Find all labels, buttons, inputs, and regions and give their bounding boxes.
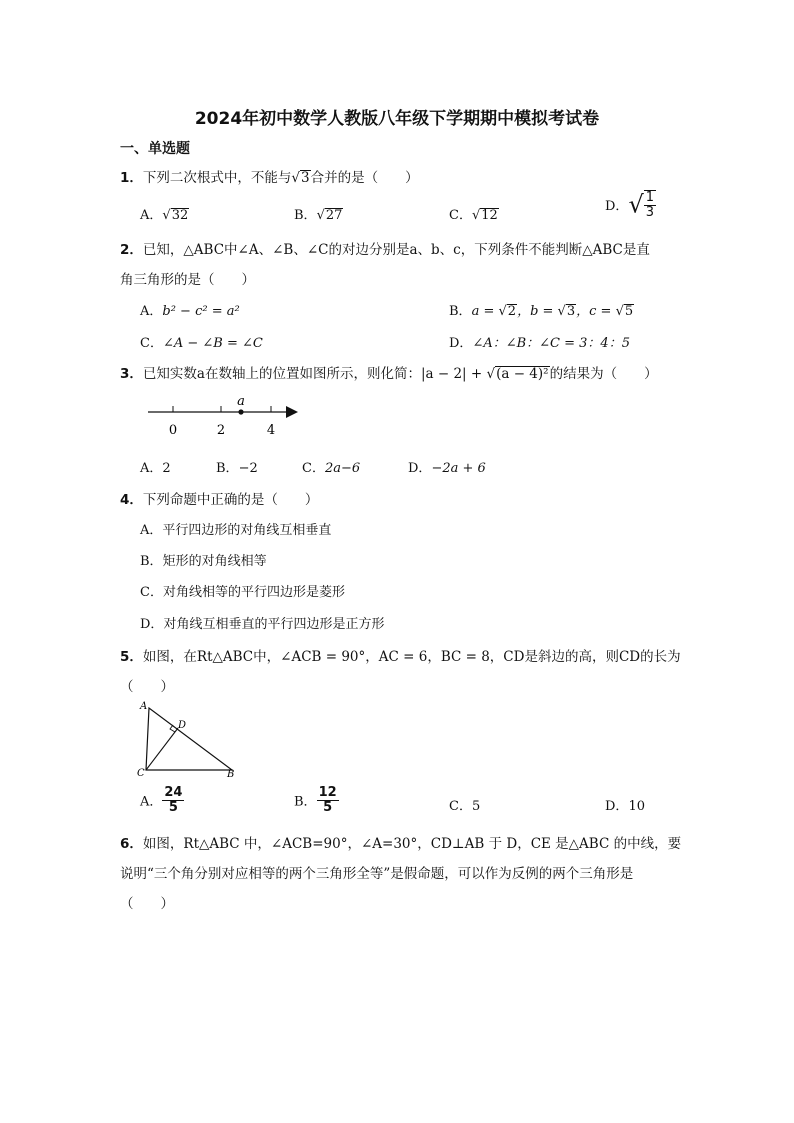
- q2-option-b[interactable]: B．a = √2，b = √3，c = √5: [449, 304, 634, 319]
- q2-option-a[interactable]: A．b² − c² = a²: [140, 304, 240, 319]
- question-6-stem-line1: 6．如图，Rt△ABC 中，∠ACB=90°，∠A=30°，CD⊥AB 于 D，CE 是△ABC 的中线，要: [120, 836, 682, 852]
- number-line-figure: [140, 390, 310, 442]
- q4-option-c[interactable]: C．对角线相等的平行四边形是菱形: [140, 585, 345, 600]
- point-d-label: D: [178, 720, 187, 731]
- triangle-figure: [134, 700, 244, 780]
- altitude-cd: [146, 728, 178, 770]
- q1-option-d[interactable]: D．√ $\frac{1}{3}$: [605, 190, 655, 220]
- vertex-b-label: B: [227, 769, 235, 780]
- tick-label-4: 4: [266, 423, 276, 438]
- q4-option-b[interactable]: B．矩形的对角线相等: [140, 554, 267, 569]
- question-2-stem-line2: 角三角形的是（ ）: [120, 272, 255, 288]
- question-6-stem-line3: （ ）: [120, 896, 174, 912]
- q3-option-d[interactable]: D．−2a + 6: [408, 461, 486, 476]
- arrow-head-icon: [286, 406, 298, 418]
- question-3-stem: 3．已知实数a在数轴上的位置如图所示，则化简：|a − 2| + √(a − 4)²的结果为（ ）: [120, 366, 658, 382]
- q4-option-a[interactable]: A．平行四边形的对角线互相垂直: [140, 523, 332, 538]
- section-heading: 一、单选题: [120, 141, 190, 157]
- vertex-a-label: A: [140, 701, 148, 712]
- point-a-label: a: [237, 394, 245, 409]
- question-6-stem-line2: 说明“三个角分别对应相等的两个三角形全等”是假命题，可以作为反例的两个三角形是: [120, 866, 634, 882]
- q2-option-d[interactable]: D．∠A：∠B：∠C = 3：4：5: [449, 336, 630, 351]
- q1-option-c[interactable]: C．√12: [449, 208, 498, 223]
- q5-option-a[interactable]: A． $\frac{24}{5}$: [140, 785, 183, 815]
- q1-option-a[interactable]: A．√32: [140, 208, 189, 223]
- q4-option-d[interactable]: D．对角线互相垂直的平行四边形是正方形: [140, 617, 385, 632]
- q3-option-b[interactable]: B．−2: [216, 461, 258, 476]
- tick-label-0: 0: [168, 423, 178, 438]
- point-a: [238, 409, 243, 414]
- q5-option-c[interactable]: C．5: [449, 799, 481, 814]
- question-5-stem-line1: 5．如图，在Rt△ABC中，∠ACB = 90°，AC = 6，BC = 8，CD是斜边的高，则CD的长为: [120, 649, 681, 665]
- vertex-c-label: C: [137, 768, 145, 779]
- question-4-stem: 4．下列命题中正确的是（ ）: [120, 492, 319, 508]
- q2-option-c[interactable]: C．∠A − ∠B = ∠C: [140, 336, 263, 351]
- q3-option-a[interactable]: A．2: [140, 461, 171, 476]
- question-5-stem-line2: （ ）: [120, 679, 174, 695]
- radicand: 3: [301, 170, 310, 186]
- q3-option-c[interactable]: C．2a−6: [302, 461, 361, 476]
- question-number: 1．: [120, 170, 143, 186]
- q5-option-b[interactable]: B． $\frac{12}{5}$: [294, 785, 337, 815]
- q5-option-d[interactable]: D．10: [605, 799, 645, 814]
- page-title: 2024年初中数学人教版八年级下学期期中模拟考试卷: [194, 109, 600, 129]
- right-angle-mark: [170, 725, 175, 732]
- q1-option-b[interactable]: B．√27: [294, 208, 343, 223]
- triangle-abc: [146, 708, 232, 770]
- question-2-stem-line1: 2．已知，△ABC中∠A、∠B、∠C的对边分别是a、b、c，下列条件不能判断△ABC是直: [120, 242, 650, 258]
- question-1-stem: 1．下列二次根式中，不能与√3合并的是（ ）: [120, 170, 419, 186]
- tick-label-2: 2: [216, 423, 226, 438]
